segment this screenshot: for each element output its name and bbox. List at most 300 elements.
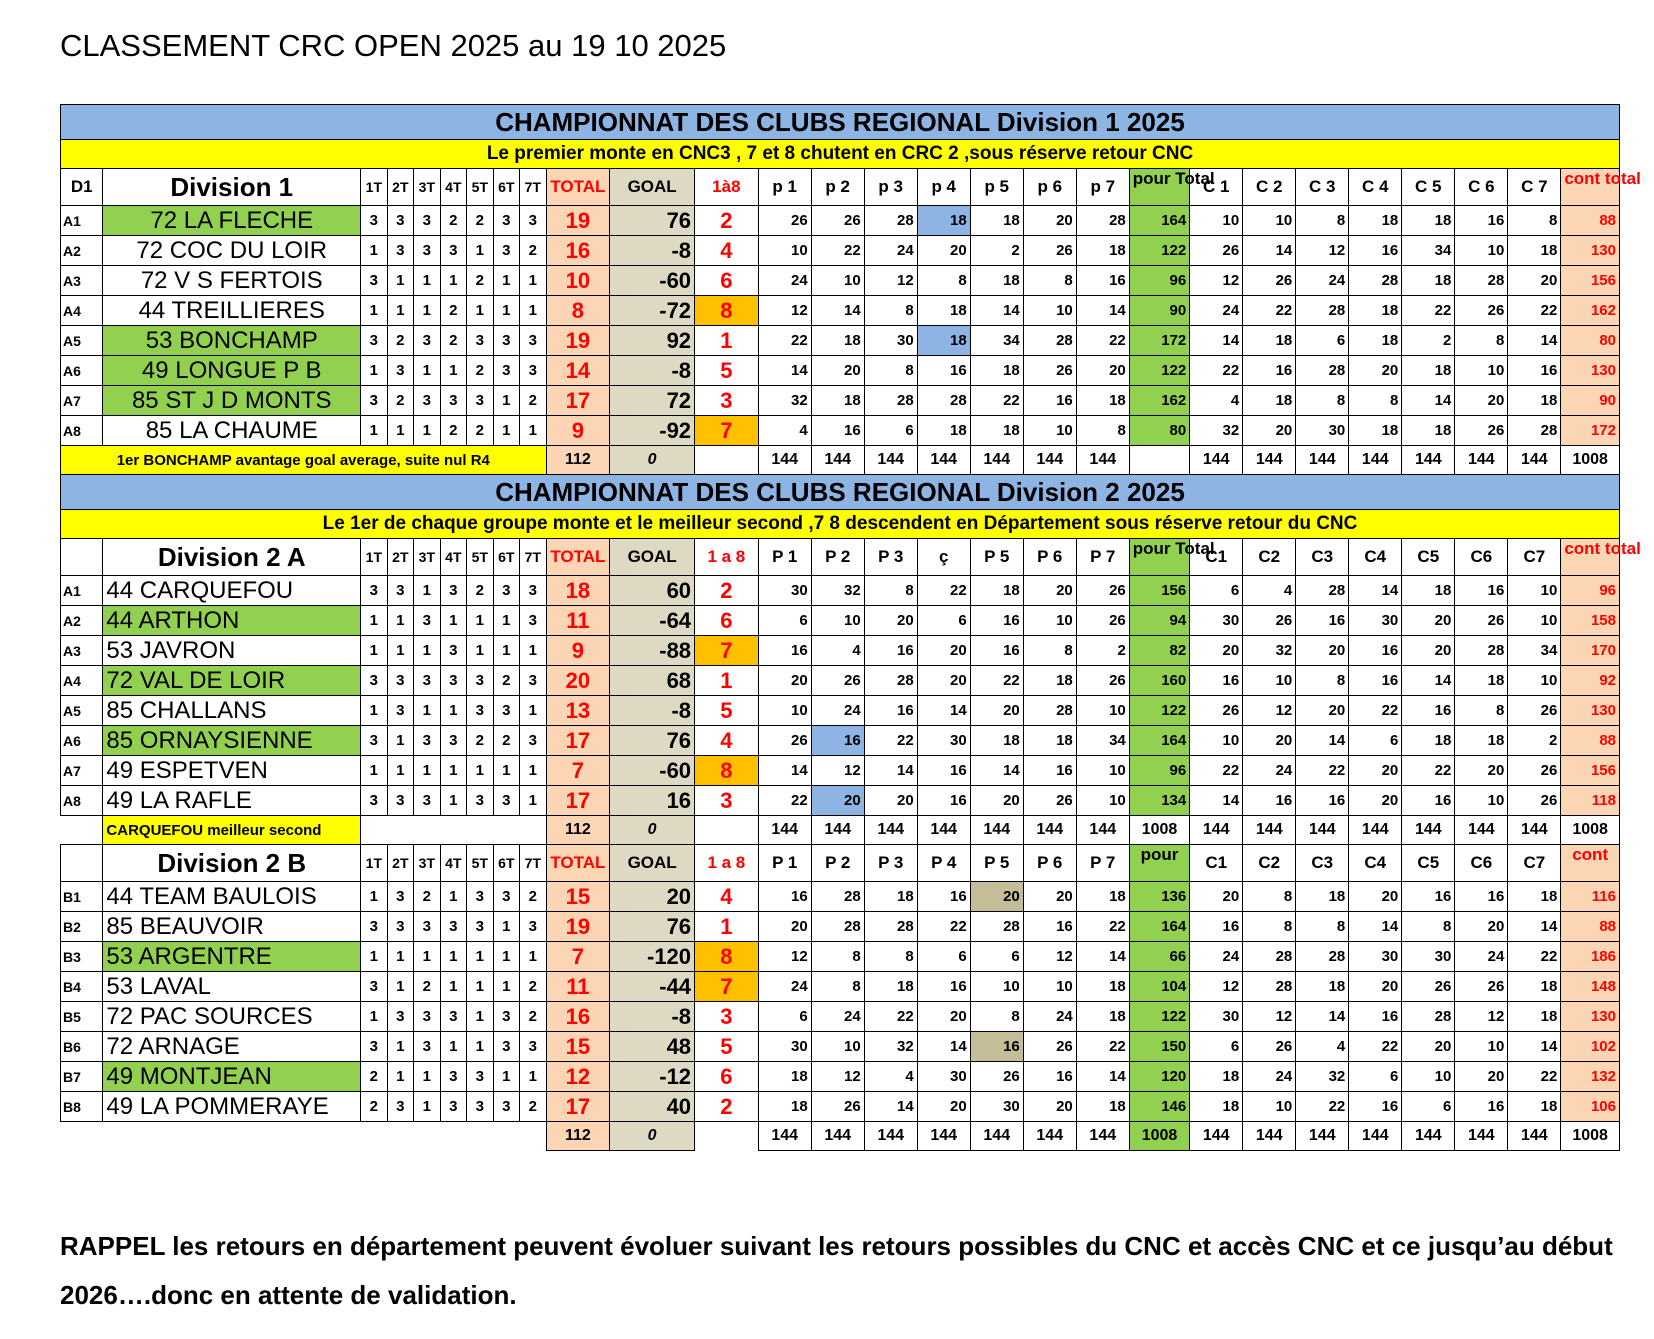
round-score: 1 — [361, 606, 388, 636]
points-for: 22 — [917, 912, 970, 942]
division-title: Division 2 B — [103, 845, 361, 882]
total-points: 11 — [546, 606, 610, 636]
points-for-header: p 1 — [758, 169, 811, 206]
points-for: 14 — [1076, 1062, 1129, 1092]
points-for: 4 — [758, 416, 811, 446]
points-for-total: 122 — [1129, 236, 1189, 266]
points-for-total: 104 — [1129, 972, 1189, 1002]
team-row — [61, 326, 1620, 356]
round-score: 3 — [440, 666, 467, 696]
points-for: 20 — [970, 786, 1023, 816]
points-against: 10 — [1402, 1062, 1455, 1092]
ranking: 2 — [695, 1092, 759, 1122]
points-against: 32 — [1190, 416, 1243, 446]
round-score: 3 — [493, 1092, 520, 1122]
team-row — [61, 266, 1620, 296]
points-for: 8 — [864, 296, 917, 326]
points-against: 8 — [1296, 912, 1349, 942]
points-for-header: p 7 — [1076, 169, 1129, 206]
points-for: 6 — [970, 942, 1023, 972]
points-for: 32 — [811, 576, 864, 606]
team-row — [61, 356, 1620, 386]
goal-average: -72 — [610, 296, 695, 326]
sum-points-against: 144 — [1402, 1122, 1455, 1151]
points-for: 22 — [1076, 912, 1129, 942]
spacer-cell — [695, 816, 759, 845]
goal-average: -60 — [610, 266, 695, 296]
rules-note: Le premier monte en CNC3 , 7 et 8 chutent en CRC 2 ,sous réserve retour CNC — [61, 140, 1620, 169]
points-for: 18 — [811, 386, 864, 416]
round-score: 1 — [387, 972, 414, 1002]
round-score: 1 — [493, 606, 520, 636]
round-score: 3 — [387, 696, 414, 726]
round-score: 3 — [414, 666, 441, 696]
points-against: 30 — [1402, 942, 1455, 972]
ranking: 8 — [695, 942, 759, 972]
round-score: 3 — [520, 1032, 547, 1062]
round-score: 3 — [440, 726, 467, 756]
round-score: 3 — [520, 206, 547, 236]
points-against: 18 — [1508, 1002, 1561, 1032]
round-score: 3 — [467, 912, 494, 942]
round-score: 1 — [467, 296, 494, 326]
round-score: 3 — [493, 236, 520, 266]
round-score: 3 — [414, 606, 441, 636]
goal-average: 20 — [610, 882, 695, 912]
points-for: 22 — [970, 666, 1023, 696]
sum-points-against: 144 — [1190, 446, 1243, 475]
points-against-total: 116 — [1561, 882, 1620, 912]
sum-points-against-total: 1008 — [1561, 1122, 1620, 1151]
points-against-total: 88 — [1561, 206, 1620, 236]
round-header: 4T — [440, 845, 467, 882]
points-for: 8 — [864, 356, 917, 386]
round-score: 1 — [361, 942, 388, 972]
ranking: 1 — [695, 666, 759, 696]
team-name: 49 LONGUE P B — [103, 356, 361, 386]
summary-note: 1er BONCHAMP avantage goal average, suite nul R4 — [61, 446, 547, 475]
rank-header: 1à8 — [695, 169, 759, 206]
sum-points-against-total: 1008 — [1561, 446, 1620, 475]
sum-points-for: 144 — [1076, 446, 1129, 475]
points-for: 16 — [758, 636, 811, 666]
points-for-header: P 3 — [864, 845, 917, 882]
round-score: 3 — [520, 576, 547, 606]
team-code: A5 — [61, 326, 103, 356]
rank-header: 1 a 8 — [695, 539, 759, 576]
points-against: 16 — [1402, 786, 1455, 816]
points-for: 16 — [917, 882, 970, 912]
sum-points-for: 144 — [1023, 446, 1076, 475]
points-for-header: P 1 — [758, 845, 811, 882]
round-score: 2 — [440, 296, 467, 326]
points-against: 16 — [1508, 356, 1561, 386]
points-against: 8 — [1349, 386, 1402, 416]
round-score: 1 — [361, 636, 388, 666]
round-score: 3 — [467, 882, 494, 912]
points-against: 14 — [1349, 912, 1402, 942]
team-code: B3 — [61, 942, 103, 972]
points-for: 18 — [1023, 666, 1076, 696]
points-for: 2 — [970, 236, 1023, 266]
round-score: 1 — [440, 1032, 467, 1062]
round-score: 3 — [361, 206, 388, 236]
ranking: 4 — [695, 726, 759, 756]
points-for: 16 — [917, 356, 970, 386]
round-score: 3 — [440, 236, 467, 266]
points-for: 18 — [917, 296, 970, 326]
points-for-header: p 3 — [864, 169, 917, 206]
points-for: 20 — [917, 1092, 970, 1122]
points-against: 18 — [1455, 726, 1508, 756]
points-against-total: 92 — [1561, 666, 1620, 696]
team-name: 53 BONCHAMP — [103, 326, 361, 356]
points-against: 10 — [1455, 786, 1508, 816]
round-header: 1T — [361, 169, 388, 206]
points-for: 28 — [917, 386, 970, 416]
sum-points-against: 144 — [1296, 446, 1349, 475]
round-score: 1 — [440, 972, 467, 1002]
points-for: 12 — [811, 756, 864, 786]
total-points: 11 — [546, 972, 610, 1002]
points-against: 8 — [1296, 386, 1349, 416]
round-score: 3 — [520, 356, 547, 386]
points-against: 8 — [1243, 912, 1296, 942]
round-score: 2 — [467, 576, 494, 606]
points-against: 8 — [1296, 206, 1349, 236]
points-for: 18 — [758, 1062, 811, 1092]
round-score: 2 — [440, 206, 467, 236]
points-for: 14 — [758, 756, 811, 786]
round-score: 2 — [361, 1062, 388, 1092]
round-score: 1 — [387, 296, 414, 326]
points-against: 10 — [1190, 726, 1243, 756]
points-against: 12 — [1243, 1002, 1296, 1032]
points-for: 20 — [917, 1002, 970, 1032]
round-header: 3T — [414, 539, 441, 576]
points-against: 30 — [1349, 942, 1402, 972]
points-for: 6 — [758, 1002, 811, 1032]
points-for-total: 122 — [1129, 356, 1189, 386]
sum-points-against: 144 — [1455, 816, 1508, 845]
points-for-total: 146 — [1129, 1092, 1189, 1122]
team-code: B6 — [61, 1032, 103, 1062]
points-against: 22 — [1190, 356, 1243, 386]
goal-average: -8 — [610, 1002, 695, 1032]
points-for: 18 — [1076, 236, 1129, 266]
points-for: 30 — [917, 726, 970, 756]
team-row — [61, 696, 1620, 726]
goal-average: -12 — [610, 1062, 695, 1092]
round-score: 1 — [387, 942, 414, 972]
round-score: 1 — [414, 576, 441, 606]
total-header: TOTAL — [546, 845, 610, 882]
team-code: A2 — [61, 236, 103, 266]
points-for: 18 — [970, 416, 1023, 446]
team-code: A8 — [61, 786, 103, 816]
points-against: 16 — [1190, 912, 1243, 942]
points-against: 10 — [1508, 576, 1561, 606]
round-header: 7T — [520, 169, 547, 206]
sum-points-for: 144 — [1023, 1122, 1076, 1151]
round-score: 1 — [361, 696, 388, 726]
sum-points-for-total — [1129, 446, 1189, 475]
points-for: 14 — [917, 696, 970, 726]
team-code: A1 — [61, 576, 103, 606]
team-row — [61, 636, 1620, 666]
points-for: 26 — [1023, 786, 1076, 816]
round-score: 3 — [440, 1062, 467, 1092]
points-for-header: P 3 — [864, 539, 917, 576]
points-for: 26 — [1023, 1032, 1076, 1062]
points-for: 30 — [917, 1062, 970, 1092]
points-against: 18 — [1508, 1092, 1561, 1122]
round-score: 2 — [493, 726, 520, 756]
total-points: 13 — [546, 696, 610, 726]
sum-points-for: 144 — [970, 446, 1023, 475]
points-against: 8 — [1402, 912, 1455, 942]
points-for: 28 — [864, 666, 917, 696]
points-against: 16 — [1349, 666, 1402, 696]
total-points: 7 — [546, 756, 610, 786]
round-score: 2 — [520, 386, 547, 416]
total-points: 9 — [546, 636, 610, 666]
round-score: 2 — [467, 206, 494, 236]
goal-average: 40 — [610, 1092, 695, 1122]
points-against: 20 — [1349, 356, 1402, 386]
team-row — [61, 942, 1620, 972]
ranking: 3 — [695, 386, 759, 416]
team-row — [61, 882, 1620, 912]
round-score: 3 — [467, 326, 494, 356]
round-score: 1 — [520, 696, 547, 726]
round-score: 3 — [414, 912, 441, 942]
points-against-header: C2 — [1243, 539, 1296, 576]
points-for: 18 — [917, 416, 970, 446]
round-score: 3 — [361, 726, 388, 756]
round-score: 1 — [493, 386, 520, 416]
points-against: 20 — [1402, 606, 1455, 636]
round-score: 2 — [387, 326, 414, 356]
team-row — [61, 416, 1620, 446]
rank-header: 1 a 8 — [695, 845, 759, 882]
total-points: 7 — [546, 942, 610, 972]
points-against: 28 — [1349, 266, 1402, 296]
round-score: 3 — [467, 386, 494, 416]
points-against: 32 — [1296, 1062, 1349, 1092]
round-score: 3 — [440, 576, 467, 606]
round-score: 1 — [414, 942, 441, 972]
points-against: 14 — [1296, 726, 1349, 756]
sum-points-against: 144 — [1402, 816, 1455, 845]
round-score: 3 — [414, 386, 441, 416]
ranking: 6 — [695, 266, 759, 296]
points-against: 18 — [1349, 326, 1402, 356]
points-for-total: 80 — [1129, 416, 1189, 446]
points-for: 22 — [1076, 1032, 1129, 1062]
points-against: 22 — [1243, 296, 1296, 326]
round-score: 1 — [520, 942, 547, 972]
round-score: 1 — [520, 296, 547, 326]
points-against: 16 — [1296, 606, 1349, 636]
points-against-header: C 5 — [1402, 169, 1455, 206]
points-for: 20 — [1023, 206, 1076, 236]
team-row — [61, 1062, 1620, 1092]
points-for: 18 — [1076, 1092, 1129, 1122]
summary-row — [61, 1122, 1620, 1151]
points-against: 22 — [1190, 756, 1243, 786]
points-for: 26 — [1023, 356, 1076, 386]
points-for-header: P 6 — [1023, 845, 1076, 882]
points-for: 8 — [1023, 266, 1076, 296]
points-against: 22 — [1508, 942, 1561, 972]
round-score: 3 — [414, 326, 441, 356]
total-points: 8 — [546, 296, 610, 326]
points-for: 6 — [864, 416, 917, 446]
points-for: 30 — [758, 576, 811, 606]
round-score: 1 — [493, 972, 520, 1002]
points-against: 16 — [1190, 666, 1243, 696]
points-against-header: C1 — [1190, 845, 1243, 882]
round-header: 5T — [467, 169, 494, 206]
points-against-total: 158 — [1561, 606, 1620, 636]
points-against: 6 — [1190, 576, 1243, 606]
points-against: 18 — [1402, 206, 1455, 236]
round-score: 3 — [493, 576, 520, 606]
points-against: 22 — [1508, 1062, 1561, 1092]
points-for: 10 — [1076, 756, 1129, 786]
points-against-header: C5 — [1402, 539, 1455, 576]
points-for: 18 — [970, 266, 1023, 296]
points-for-total: 82 — [1129, 636, 1189, 666]
round-score: 1 — [520, 266, 547, 296]
points-for: 14 — [970, 296, 1023, 326]
sum-points-against: 144 — [1349, 1122, 1402, 1151]
division-banner: CHAMPIONNAT DES CLUBS REGIONAL Division 2 2025 — [61, 475, 1620, 510]
round-score: 2 — [520, 1002, 547, 1032]
round-header: 5T — [467, 845, 494, 882]
team-row — [61, 1032, 1620, 1062]
team-name: 44 TREILLIERES — [103, 296, 361, 326]
points-for: 30 — [970, 1092, 1023, 1122]
points-against: 8 — [1296, 666, 1349, 696]
points-for: 10 — [758, 696, 811, 726]
points-against-total: 156 — [1561, 266, 1620, 296]
points-for: 20 — [758, 666, 811, 696]
sum-points-for: 144 — [758, 446, 811, 475]
points-for-header: P 7 — [1076, 539, 1129, 576]
total-points: 17 — [546, 386, 610, 416]
goal-average: -88 — [610, 636, 695, 666]
points-against-header: C6 — [1455, 845, 1508, 882]
team-name: 85 BEAUVOIR — [103, 912, 361, 942]
points-for: 14 — [811, 296, 864, 326]
round-score: 2 — [387, 386, 414, 416]
round-score: 1 — [440, 942, 467, 972]
points-for: 20 — [758, 912, 811, 942]
round-score: 3 — [467, 1062, 494, 1092]
total-points: 9 — [546, 416, 610, 446]
round-score: 3 — [467, 786, 494, 816]
sum-total: 112 — [546, 446, 610, 475]
points-for-total: 156 — [1129, 576, 1189, 606]
points-against: 14 — [1190, 786, 1243, 816]
round-header: 6T — [493, 539, 520, 576]
ranking: 7 — [695, 636, 759, 666]
points-against: 20 — [1296, 636, 1349, 666]
points-for: 18 — [970, 726, 1023, 756]
points-for: 22 — [970, 386, 1023, 416]
points-against: 10 — [1243, 1092, 1296, 1122]
points-against: 26 — [1508, 756, 1561, 786]
points-against: 26 — [1190, 236, 1243, 266]
points-for: 6 — [917, 606, 970, 636]
points-for: 16 — [970, 1032, 1023, 1062]
round-score: 1 — [467, 756, 494, 786]
points-for: 16 — [970, 606, 1023, 636]
points-for: 22 — [758, 326, 811, 356]
points-for: 28 — [811, 912, 864, 942]
sum-points-for: 144 — [1076, 1122, 1129, 1151]
points-against: 22 — [1402, 756, 1455, 786]
points-against: 34 — [1402, 236, 1455, 266]
round-score: 3 — [361, 786, 388, 816]
points-against-total: 130 — [1561, 1002, 1620, 1032]
points-against-total-header: cont total — [1561, 539, 1620, 576]
points-for: 28 — [1076, 206, 1129, 236]
points-against: 18 — [1508, 236, 1561, 266]
points-for-header: P 2 — [811, 539, 864, 576]
sum-points-against: 144 — [1455, 446, 1508, 475]
goal-average: 76 — [610, 726, 695, 756]
sum-points-for: 144 — [811, 1122, 864, 1151]
points-against: 12 — [1243, 696, 1296, 726]
points-for: 24 — [1023, 1002, 1076, 1032]
points-against: 14 — [1508, 1032, 1561, 1062]
ranking: 7 — [695, 972, 759, 1002]
round-score: 3 — [440, 1092, 467, 1122]
points-against: 24 — [1243, 1062, 1296, 1092]
points-against-header: C1 — [1190, 539, 1243, 576]
points-against: 14 — [1508, 912, 1561, 942]
points-for: 14 — [864, 756, 917, 786]
goal-header: GOAL — [610, 845, 695, 882]
points-for: 16 — [917, 972, 970, 1002]
points-for-total: 164 — [1129, 726, 1189, 756]
points-against: 16 — [1455, 576, 1508, 606]
team-name: 85 CHALLANS — [103, 696, 361, 726]
points-for: 20 — [1023, 576, 1076, 606]
points-against: 26 — [1190, 696, 1243, 726]
team-name: 49 MONTJEAN — [103, 1062, 361, 1092]
points-against-header: C6 — [1455, 539, 1508, 576]
points-for: 26 — [811, 206, 864, 236]
sum-points-for: 144 — [864, 1122, 917, 1151]
points-for: 16 — [758, 882, 811, 912]
points-for-total: 162 — [1129, 386, 1189, 416]
points-for: 20 — [917, 666, 970, 696]
total-points: 19 — [546, 912, 610, 942]
round-header: 3T — [414, 845, 441, 882]
sum-points-for-total: 1008 — [1129, 1122, 1189, 1151]
sum-points-against: 144 — [1190, 1122, 1243, 1151]
team-name: 44 CARQUEFOU — [103, 576, 361, 606]
points-for: 12 — [1023, 942, 1076, 972]
points-against: 26 — [1402, 972, 1455, 1002]
rules-note: Le 1er de chaque groupe monte et le meilleur second ,7 8 descendent en Département sous réserve retour du CNC — [61, 510, 1620, 539]
points-for: 28 — [811, 882, 864, 912]
points-for-total: 94 — [1129, 606, 1189, 636]
